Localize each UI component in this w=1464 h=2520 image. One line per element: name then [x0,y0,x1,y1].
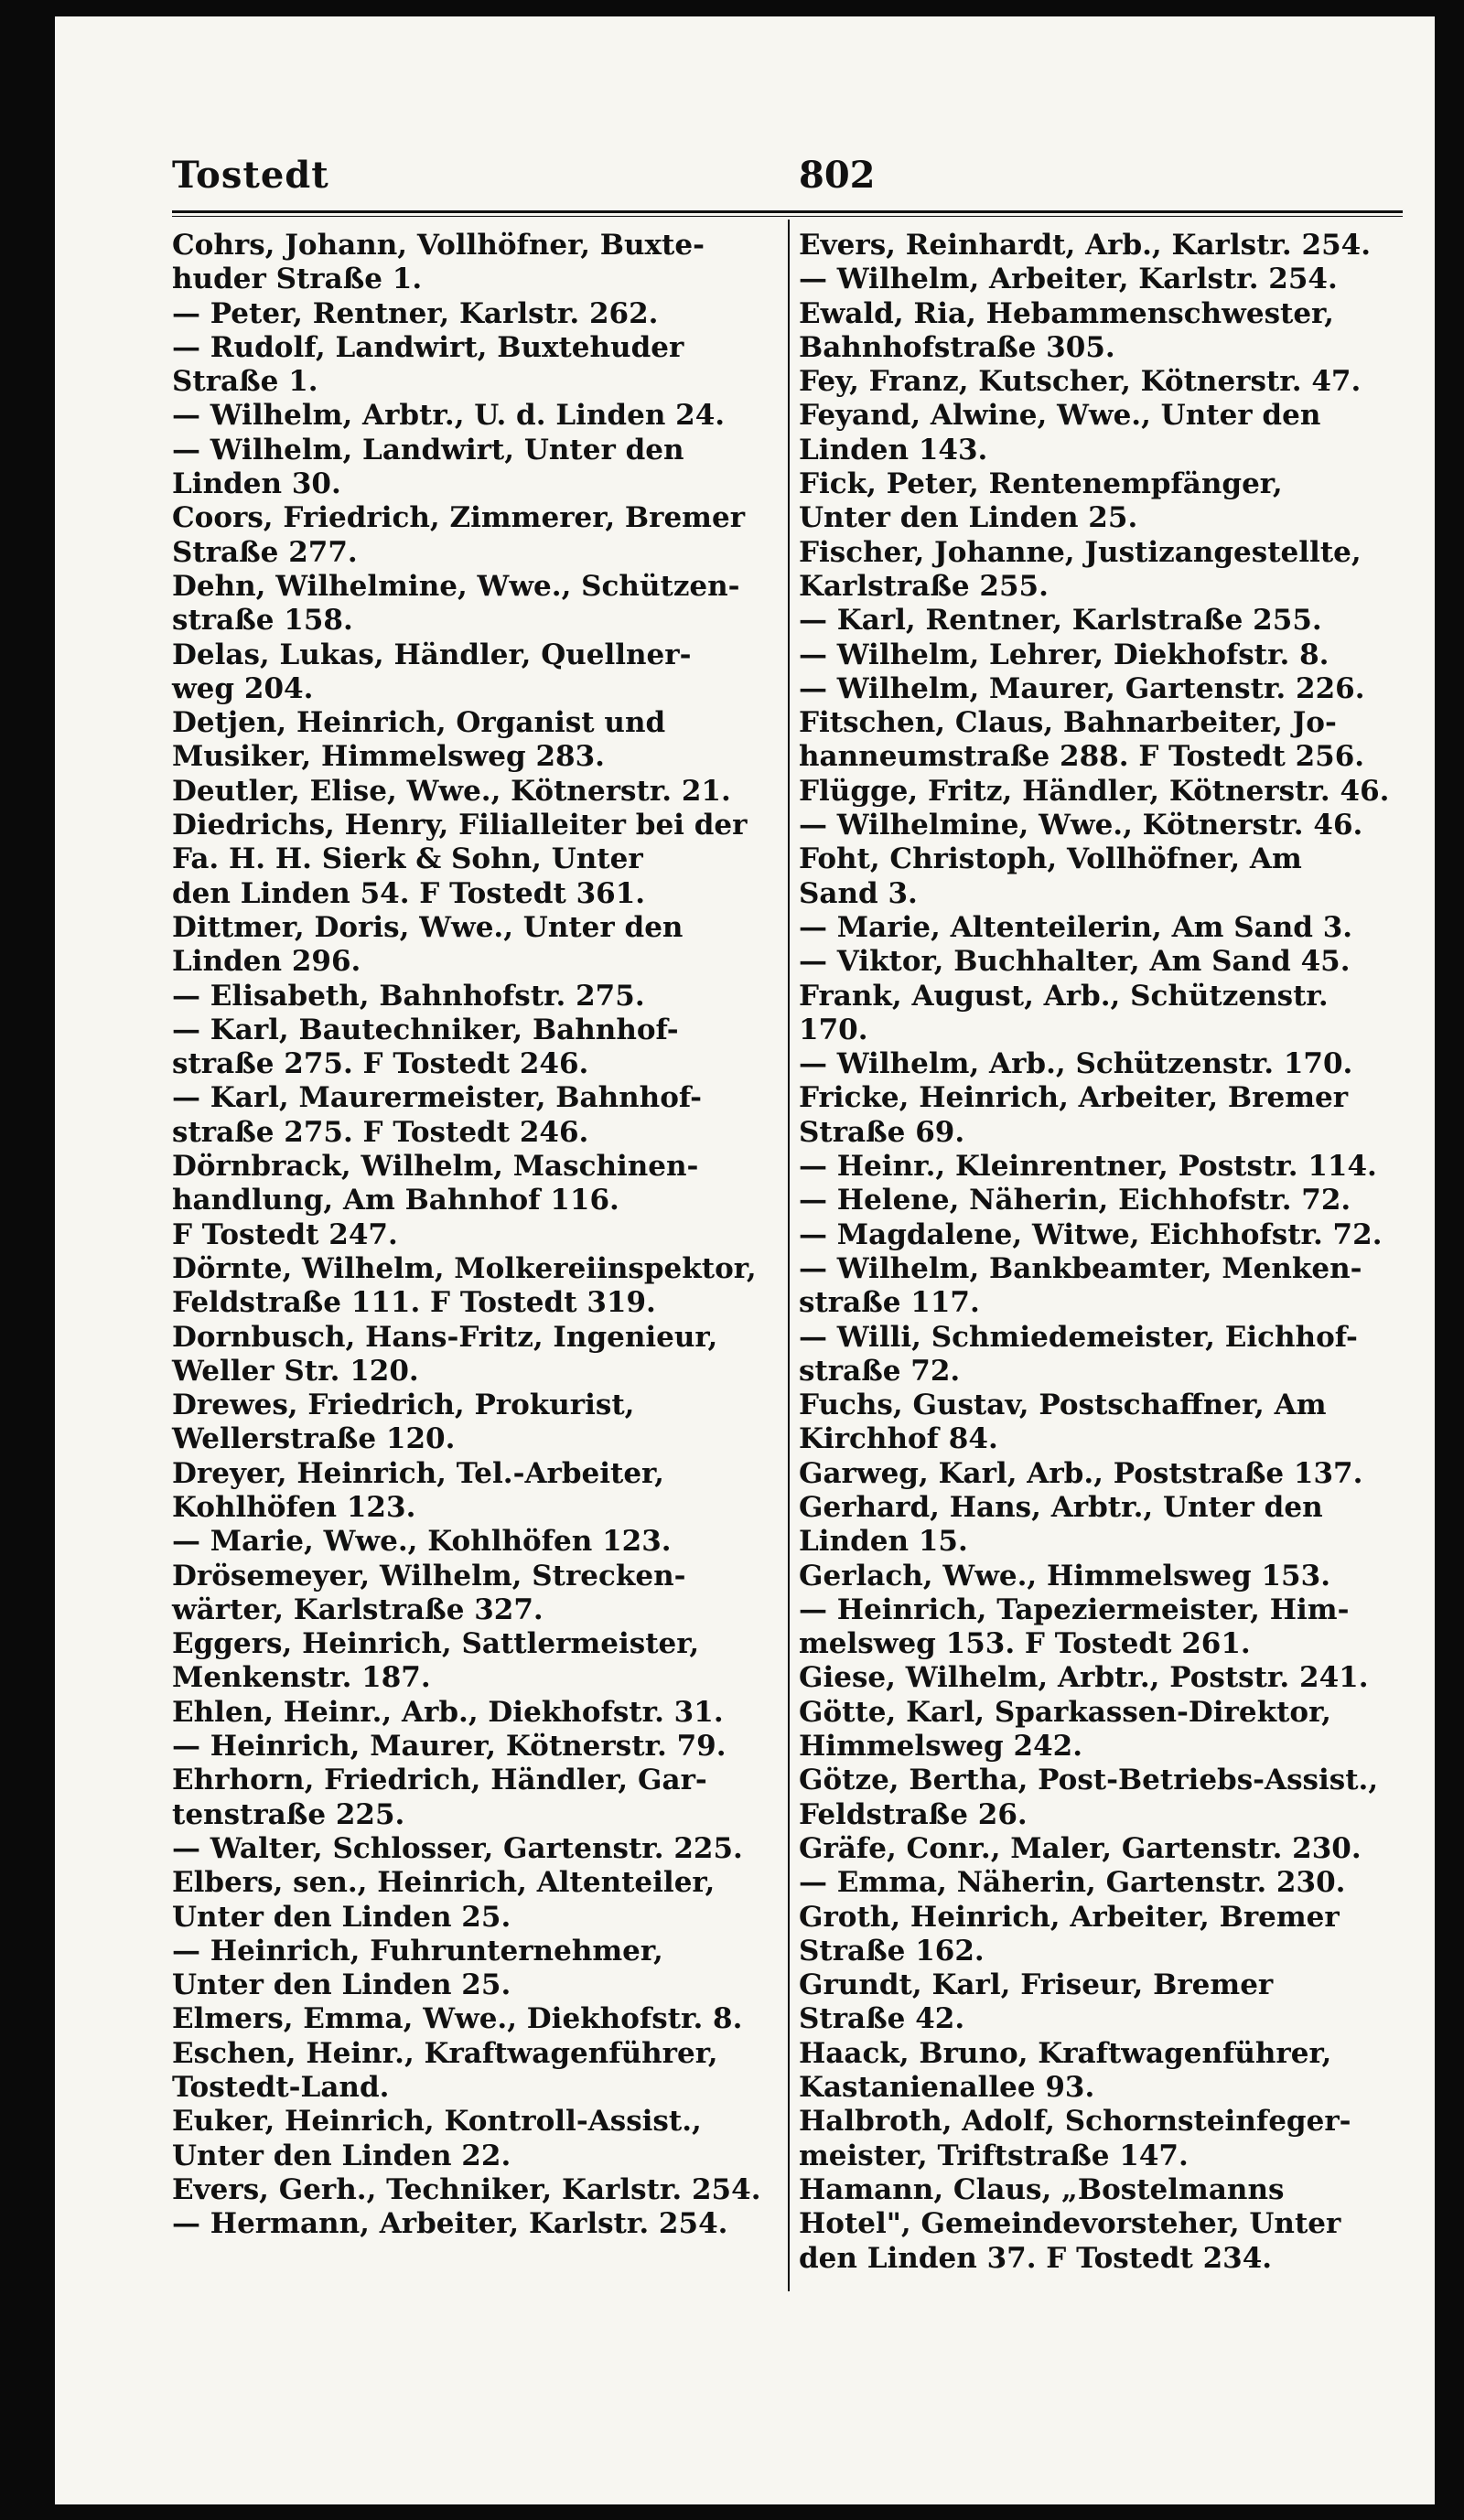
directory-line: Gerhard, Hans, Arbtr., Unter den [799,1490,1323,1524]
running-header [172,154,1398,209]
directory-line: Straße 42. [799,2002,965,2036]
directory-line: hanneumstraße 288. F Tostedt 256. [799,740,1365,774]
header-rule-thin [172,216,1403,217]
directory-line: Coors, Friedrich, Zimmerer, Bremer [172,501,746,535]
directory-line: Halbroth, Adolf, Schornsteinfeger- [799,2105,1351,2139]
directory-line: Unter den Linden 25. [799,501,1138,535]
directory-line: — Wilhelm, Arbeiter, Karlstr. 254. [799,263,1338,296]
directory-line: Dörnbrack, Wilhelm, Maschinen- [172,1150,699,1184]
directory-line: Fitschen, Claus, Bahnarbeiter, Jo- [799,706,1337,740]
directory-line: Fischer, Johanne, Justizangestellte, [799,535,1362,569]
directory-line: Evers, Reinhardt, Arb., Karlstr. 254. [799,229,1371,262]
directory-line: Fuchs, Gustav, Postschaffner, Am [799,1389,1327,1422]
directory-line: Gräfe, Conr., Maler, Gartenstr. 230. [799,1831,1362,1865]
directory-line: Delas, Lukas, Händler, Quellner- [172,638,692,671]
directory-line: Unter den Linden 25. [172,1968,511,2002]
directory-line: — Wilhelm, Maurer, Gartenstr. 226. [799,671,1365,705]
directory-line: — Elisabeth, Bahnhofstr. 275. [172,979,645,1013]
directory-line: — Marie, Wwe., Kohlhöfen 123. [172,1525,672,1559]
directory-line: Ehlen, Heinr., Arb., Diekhofstr. 31. [172,1695,724,1729]
directory-line: — Heinrich, Maurer, Kötnerstr. 79. [172,1730,727,1764]
directory-page [55,16,1435,2504]
right-column [799,229,1403,2276]
directory-line: — Marie, Altenteilerin, Am Sand 3. [799,910,1353,944]
directory-line: Frank, August, Arb., Schützenstr. 170. [799,979,1329,1046]
directory-line: — Wilhelm, Arbtr., U. d. Linden 24. [172,399,726,433]
directory-line: Giese, Wilhelm, Arbtr., Poststr. 241. [799,1661,1369,1695]
directory-line: Fricke, Heinrich, Arbeiter, Bremer [799,1081,1349,1115]
directory-line: straße 158. [172,604,353,638]
directory-line: Eggers, Heinrich, Sattlermeister, [172,1627,700,1661]
header-rule [172,210,1403,213]
directory-line: — Hermann, Arbeiter, Karlstr. 254. [172,2207,728,2241]
directory-line: Evers, Gerh., Techniker, Karlstr. 254. [172,2172,761,2206]
directory-line: Drewes, Friedrich, Prokurist, [172,1389,635,1422]
directory-line: — Karl, Maurermeister, Bahnhof- [172,1081,702,1115]
directory-line: Diedrichs, Henry, Filialleiter bei der [172,809,748,842]
directory-line: Dörnte, Wilhelm, Molkereiinspektor, [172,1251,757,1285]
directory-line: Dittmer, Doris, Wwe., Unter den [172,910,684,944]
directory-line: Linden 143. [799,433,988,466]
directory-line: Feldstraße 26. [799,1797,1028,1831]
directory-line: Kirchhof 84. [799,1422,998,1456]
directory-line: — Walter, Schlosser, Gartenstr. 225. [172,1831,743,1865]
directory-line: Straße 69. [799,1115,965,1149]
directory-line: Wellerstraße 120. [172,1422,456,1456]
directory-line: — Emma, Näherin, Gartenstr. 230. [799,1866,1346,1900]
directory-line: — Rudolf, Landwirt, Buxtehuder [172,330,684,364]
directory-line: — Willi, Schmiedemeister, Eichhof- [799,1320,1358,1354]
directory-line: — Karl, Bautechniker, Bahnhof- [172,1013,679,1046]
directory-line: Linden 296. [172,945,361,979]
directory-line: — Heinr., Kleinrentner, Poststr. 114. [799,1150,1377,1184]
directory-line: weg 204. [172,671,314,705]
directory-line: — Karl, Rentner, Karlstraße 255. [799,604,1322,638]
header-place-name: Tostedt [172,154,329,197]
directory-line: Bahnhofstraße 305. [799,330,1115,364]
directory-line: tenstraße 225. [172,1797,405,1831]
directory-line: den Linden 37. F Tostedt 234. [799,2241,1273,2275]
directory-line: Garweg, Karl, Arb., Poststraße 137. [799,1456,1363,1490]
directory-line: Euker, Heinrich, Kontroll-Assist., [172,2105,702,2139]
directory-line: melsweg 153. F Tostedt 261. [799,1627,1251,1661]
directory-line: — Heinrich, Tapeziermeister, Him- [799,1592,1350,1626]
directory-line: Straße 1. [172,365,318,399]
directory-line: Elmers, Emma, Wwe., Diekhofstr. 8. [172,2002,743,2036]
directory-line: Linden 30. [172,467,341,501]
directory-line: F Tostedt 247. [172,1217,398,1251]
directory-line: Sand 3. [799,876,918,910]
directory-line: Kohlhöfen 123. [172,1490,416,1524]
directory-line: — Wilhelm, Bankbeamter, Menken- [799,1251,1362,1285]
directory-line: Linden 15. [799,1525,968,1559]
directory-line: Ehrhorn, Friedrich, Händler, Gar- [172,1764,707,1797]
directory-line: Fa. H. H. Sierk & Sohn, Unter [172,842,643,876]
directory-line: Gerlach, Wwe., Himmelsweg 153. [799,1559,1330,1592]
directory-line: Feyand, Alwine, Wwe., Unter den [799,399,1321,433]
directory-line: Himmelsweg 242. [799,1730,1082,1764]
left-column [172,229,776,2242]
directory-line: Unter den Linden 25. [172,1900,511,1934]
directory-line: Groth, Heinrich, Arbeiter, Bremer [799,1900,1340,1934]
directory-line: Karlstraße 255. [799,569,1049,603]
directory-line: Kastanienallee 93. [799,2071,1095,2105]
directory-line: Feldstraße 111. F Tostedt 319. [172,1286,656,1320]
directory-line: Dreyer, Heinrich, Tel.-Arbeiter, [172,1456,664,1490]
directory-line: Elbers, sen., Heinrich, Altenteiler, [172,1866,716,1900]
directory-line: — Wilhelm, Lehrer, Diekhofstr. 8. [799,638,1329,671]
directory-line: — Wilhelm, Arb., Schützenstr. 170. [799,1047,1353,1081]
directory-line: Flügge, Fritz, Händler, Kötnerstr. 46. [799,774,1390,808]
directory-line: Dehn, Wilhelmine, Wwe., Schützen- [172,569,740,603]
directory-line: Cohrs, Johann, Vollhöfner, Buxte- [172,229,705,262]
directory-line: Götze, Bertha, Post-Betriebs-Assist., [799,1764,1379,1797]
directory-line: Foht, Christoph, Vollhöfner, Am [799,842,1302,876]
directory-line: — Magdalene, Witwe, Eichhofstr. 72. [799,1217,1383,1251]
directory-line: den Linden 54. F Tostedt 361. [172,876,646,910]
directory-line: Straße 277. [172,535,358,569]
directory-line: — Peter, Rentner, Karlstr. 262. [172,296,659,330]
directory-line: Ewald, Ria, Hebammenschwester, [799,296,1334,330]
directory-line: straße 72. [799,1354,961,1388]
directory-line: Straße 162. [799,1934,985,1968]
directory-line: — Heinrich, Fuhrunternehmer, [172,1934,663,1968]
column-divider [788,220,790,2291]
directory-line: Musiker, Himmelsweg 283. [172,740,605,774]
directory-line: Grundt, Karl, Friseur, Bremer [799,1968,1274,2002]
directory-line: — Wilhelm, Landwirt, Unter den [172,433,684,466]
directory-line: Fey, Franz, Kutscher, Kötnerstr. 47. [799,365,1362,399]
directory-line: Fick, Peter, Rentenempfänger, [799,467,1283,501]
directory-line: — Wilhelmine, Wwe., Kötnerstr. 46. [799,809,1363,842]
directory-line: Eschen, Heinr., Kraftwagenführer, [172,2036,718,2070]
directory-line: — Helene, Näherin, Eichhofstr. 72. [799,1184,1351,1217]
directory-line: Deutler, Elise, Wwe., Kötnerstr. 21. [172,774,731,808]
directory-line: Drösemeyer, Wilhelm, Strecken- [172,1559,686,1592]
directory-line: Dornbusch, Hans-Fritz, Ingenieur, [172,1320,718,1354]
directory-line: handlung, Am Bahnhof 116. [172,1184,619,1217]
directory-line: wärter, Karlstraße 327. [172,1592,544,1626]
directory-line: Hamann, Claus, „Bostelmanns [799,2172,1285,2206]
directory-line: straße 275. F Tostedt 246. [172,1115,589,1149]
directory-line: Haack, Bruno, Kraftwagenführer, [799,2036,1332,2070]
directory-line: straße 275. F Tostedt 246. [172,1047,589,1081]
directory-line: Detjen, Heinrich, Organist und [172,706,666,740]
page-number: 802 [799,154,876,197]
directory-line: Weller Str. 120. [172,1354,419,1388]
directory-line: meister, Triftstraße 147. [799,2139,1189,2172]
directory-line: Tostedt-Land. [172,2071,390,2105]
directory-line: Götte, Karl, Sparkassen-Direktor, [799,1695,1331,1729]
directory-line: straße 117. [799,1286,980,1320]
directory-line: Menkenstr. 187. [172,1661,431,1695]
directory-line: Unter den Linden 22. [172,2139,511,2172]
directory-line: — Viktor, Buchhalter, Am Sand 45. [799,945,1351,979]
directory-line: huder Straße 1. [172,263,423,296]
directory-line: Hotel", Gemeindevorsteher, Unter [799,2207,1341,2241]
